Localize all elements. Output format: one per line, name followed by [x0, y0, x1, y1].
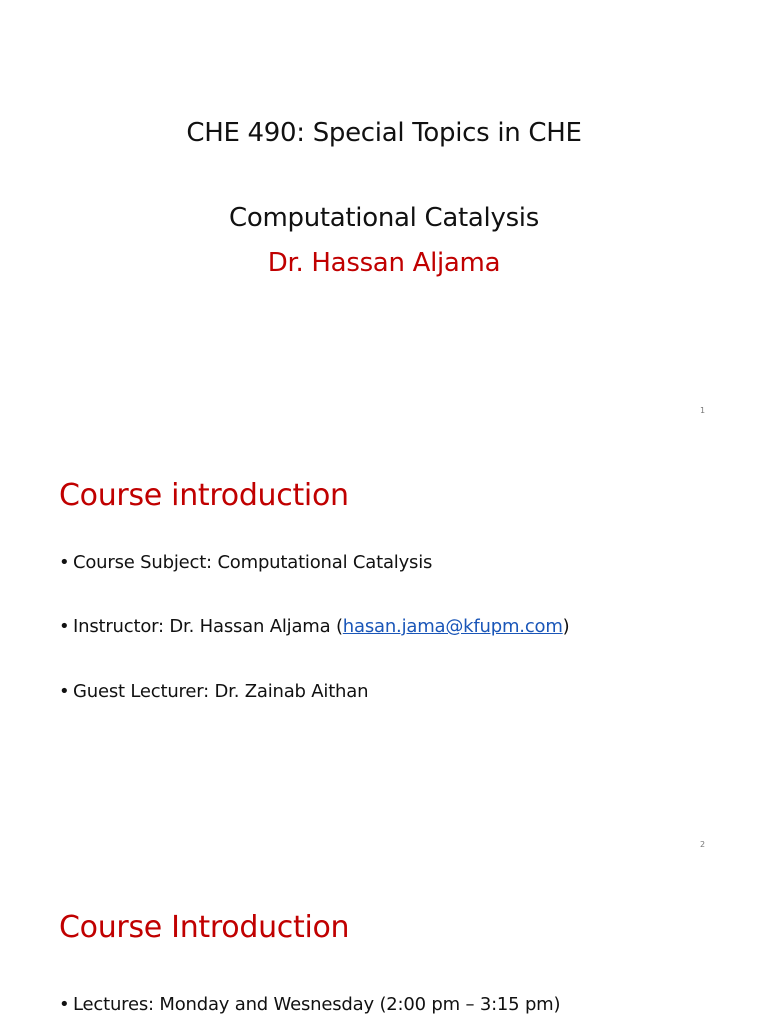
bullet-course-subject	[59, 552, 432, 573]
slide-1-title: CHE 490: Special Topics in CHE	[186, 118, 582, 148]
bullet-dot-icon: •	[59, 552, 70, 573]
instructor-email-link[interactable]: hasan.jama@kfupm.com	[342, 616, 563, 637]
slide-2-heading: Course introduction	[59, 478, 349, 513]
bullet-text: Lectures: Monday and Wesnesday (2:00 pm – 3:15 pm)	[73, 994, 561, 1015]
bullet-dot-icon: •	[59, 616, 70, 637]
bullet-dot-icon: •	[59, 994, 70, 1015]
bullet-dot-icon: •	[59, 681, 70, 702]
slide-2-page-number: 2	[700, 840, 706, 849]
slide-1-page-number: 1	[700, 406, 706, 415]
bullet-guest-lecturer	[59, 681, 368, 702]
slide-1	[0, 0, 768, 434]
bullet-lectures	[59, 994, 560, 1015]
bullet-text-suffix: )	[562, 616, 570, 637]
bullet-text: Course Subject: Computational Catalysis	[73, 552, 433, 573]
bullet-text: Instructor: Dr. Hassan Aljama (	[73, 616, 343, 637]
slide-2	[0, 434, 768, 868]
slide-1-author: Dr. Hassan Aljama	[267, 248, 501, 278]
slide-1-subtitle: Computational Catalysis	[229, 203, 539, 233]
slide-3	[0, 868, 768, 1024]
slide-3-heading: Course Introduction	[59, 910, 350, 945]
bullet-instructor	[59, 616, 570, 637]
bullet-text: Guest Lecturer: Dr. Zainab Aithan	[73, 681, 369, 702]
